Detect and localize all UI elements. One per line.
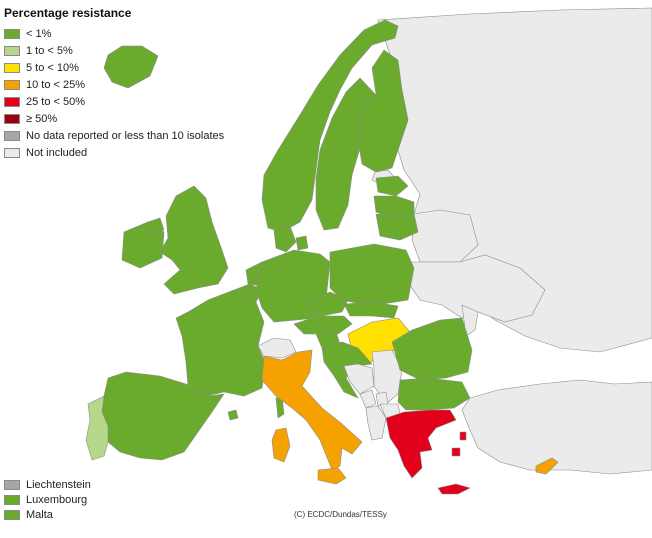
country-denmark <box>274 226 296 252</box>
country-lithuania <box>376 214 418 240</box>
country-greece <box>438 484 470 494</box>
legend-item <box>4 110 224 127</box>
legend-label: Malta <box>26 508 53 521</box>
legend-label: No data reported or less than 10 isolates <box>26 129 225 142</box>
country-slovakia <box>344 302 398 318</box>
country-italy <box>272 428 290 462</box>
country-greece <box>452 448 460 456</box>
legend-label: Not included <box>26 146 88 159</box>
credit-text: (C) ECDC/Dundas/TESSy <box>294 510 387 519</box>
legend-item <box>4 127 224 144</box>
legend-swatch <box>4 29 20 39</box>
small-states-legend <box>4 477 91 522</box>
legend-swatch <box>4 114 20 124</box>
legend-title: Percentage resistance <box>4 6 132 20</box>
legend-label: 5 to < 10% <box>26 61 79 74</box>
country-united-kingdom <box>148 218 164 232</box>
legend-swatch <box>4 97 20 107</box>
legend-label: 1 to < 5% <box>26 44 73 57</box>
legend-item <box>4 25 224 42</box>
legend-swatch <box>4 510 20 520</box>
country-spain <box>228 410 238 420</box>
country-greece <box>386 410 456 478</box>
legend-item <box>4 492 91 507</box>
legend-item <box>4 59 224 76</box>
legend-label: ≥ 50% <box>26 112 58 125</box>
legend-item <box>4 42 224 59</box>
legend-swatch <box>4 495 20 505</box>
legend-label: Luxembourg <box>26 493 88 506</box>
legend-item <box>4 76 224 93</box>
legend-swatch <box>4 63 20 73</box>
country-france <box>176 290 266 396</box>
legend-item <box>4 507 91 522</box>
legend-label: 10 to < 25% <box>26 78 86 91</box>
country-italy <box>318 468 346 484</box>
legend <box>4 6 224 161</box>
legend-swatch <box>4 480 20 490</box>
country-united-kingdom <box>160 186 228 294</box>
legend-swatch <box>4 80 20 90</box>
legend-label: Liechtenstein <box>26 478 91 491</box>
legend-item <box>4 93 224 110</box>
legend-label: 25 to < 50% <box>26 95 86 108</box>
country-switzerland <box>258 338 296 358</box>
legend-swatch <box>4 148 20 158</box>
country-belarus <box>412 210 478 262</box>
legend-swatch <box>4 46 20 56</box>
country-denmark <box>296 236 308 250</box>
country-greece <box>460 432 466 440</box>
legend-swatch <box>4 131 20 141</box>
country-poland <box>330 244 414 306</box>
country-bulgaria <box>398 378 470 410</box>
legend-item <box>4 144 224 161</box>
legend-item <box>4 477 91 492</box>
country-estonia <box>376 176 408 196</box>
country-turkey <box>462 380 652 474</box>
legend-label: < 1% <box>26 27 52 40</box>
